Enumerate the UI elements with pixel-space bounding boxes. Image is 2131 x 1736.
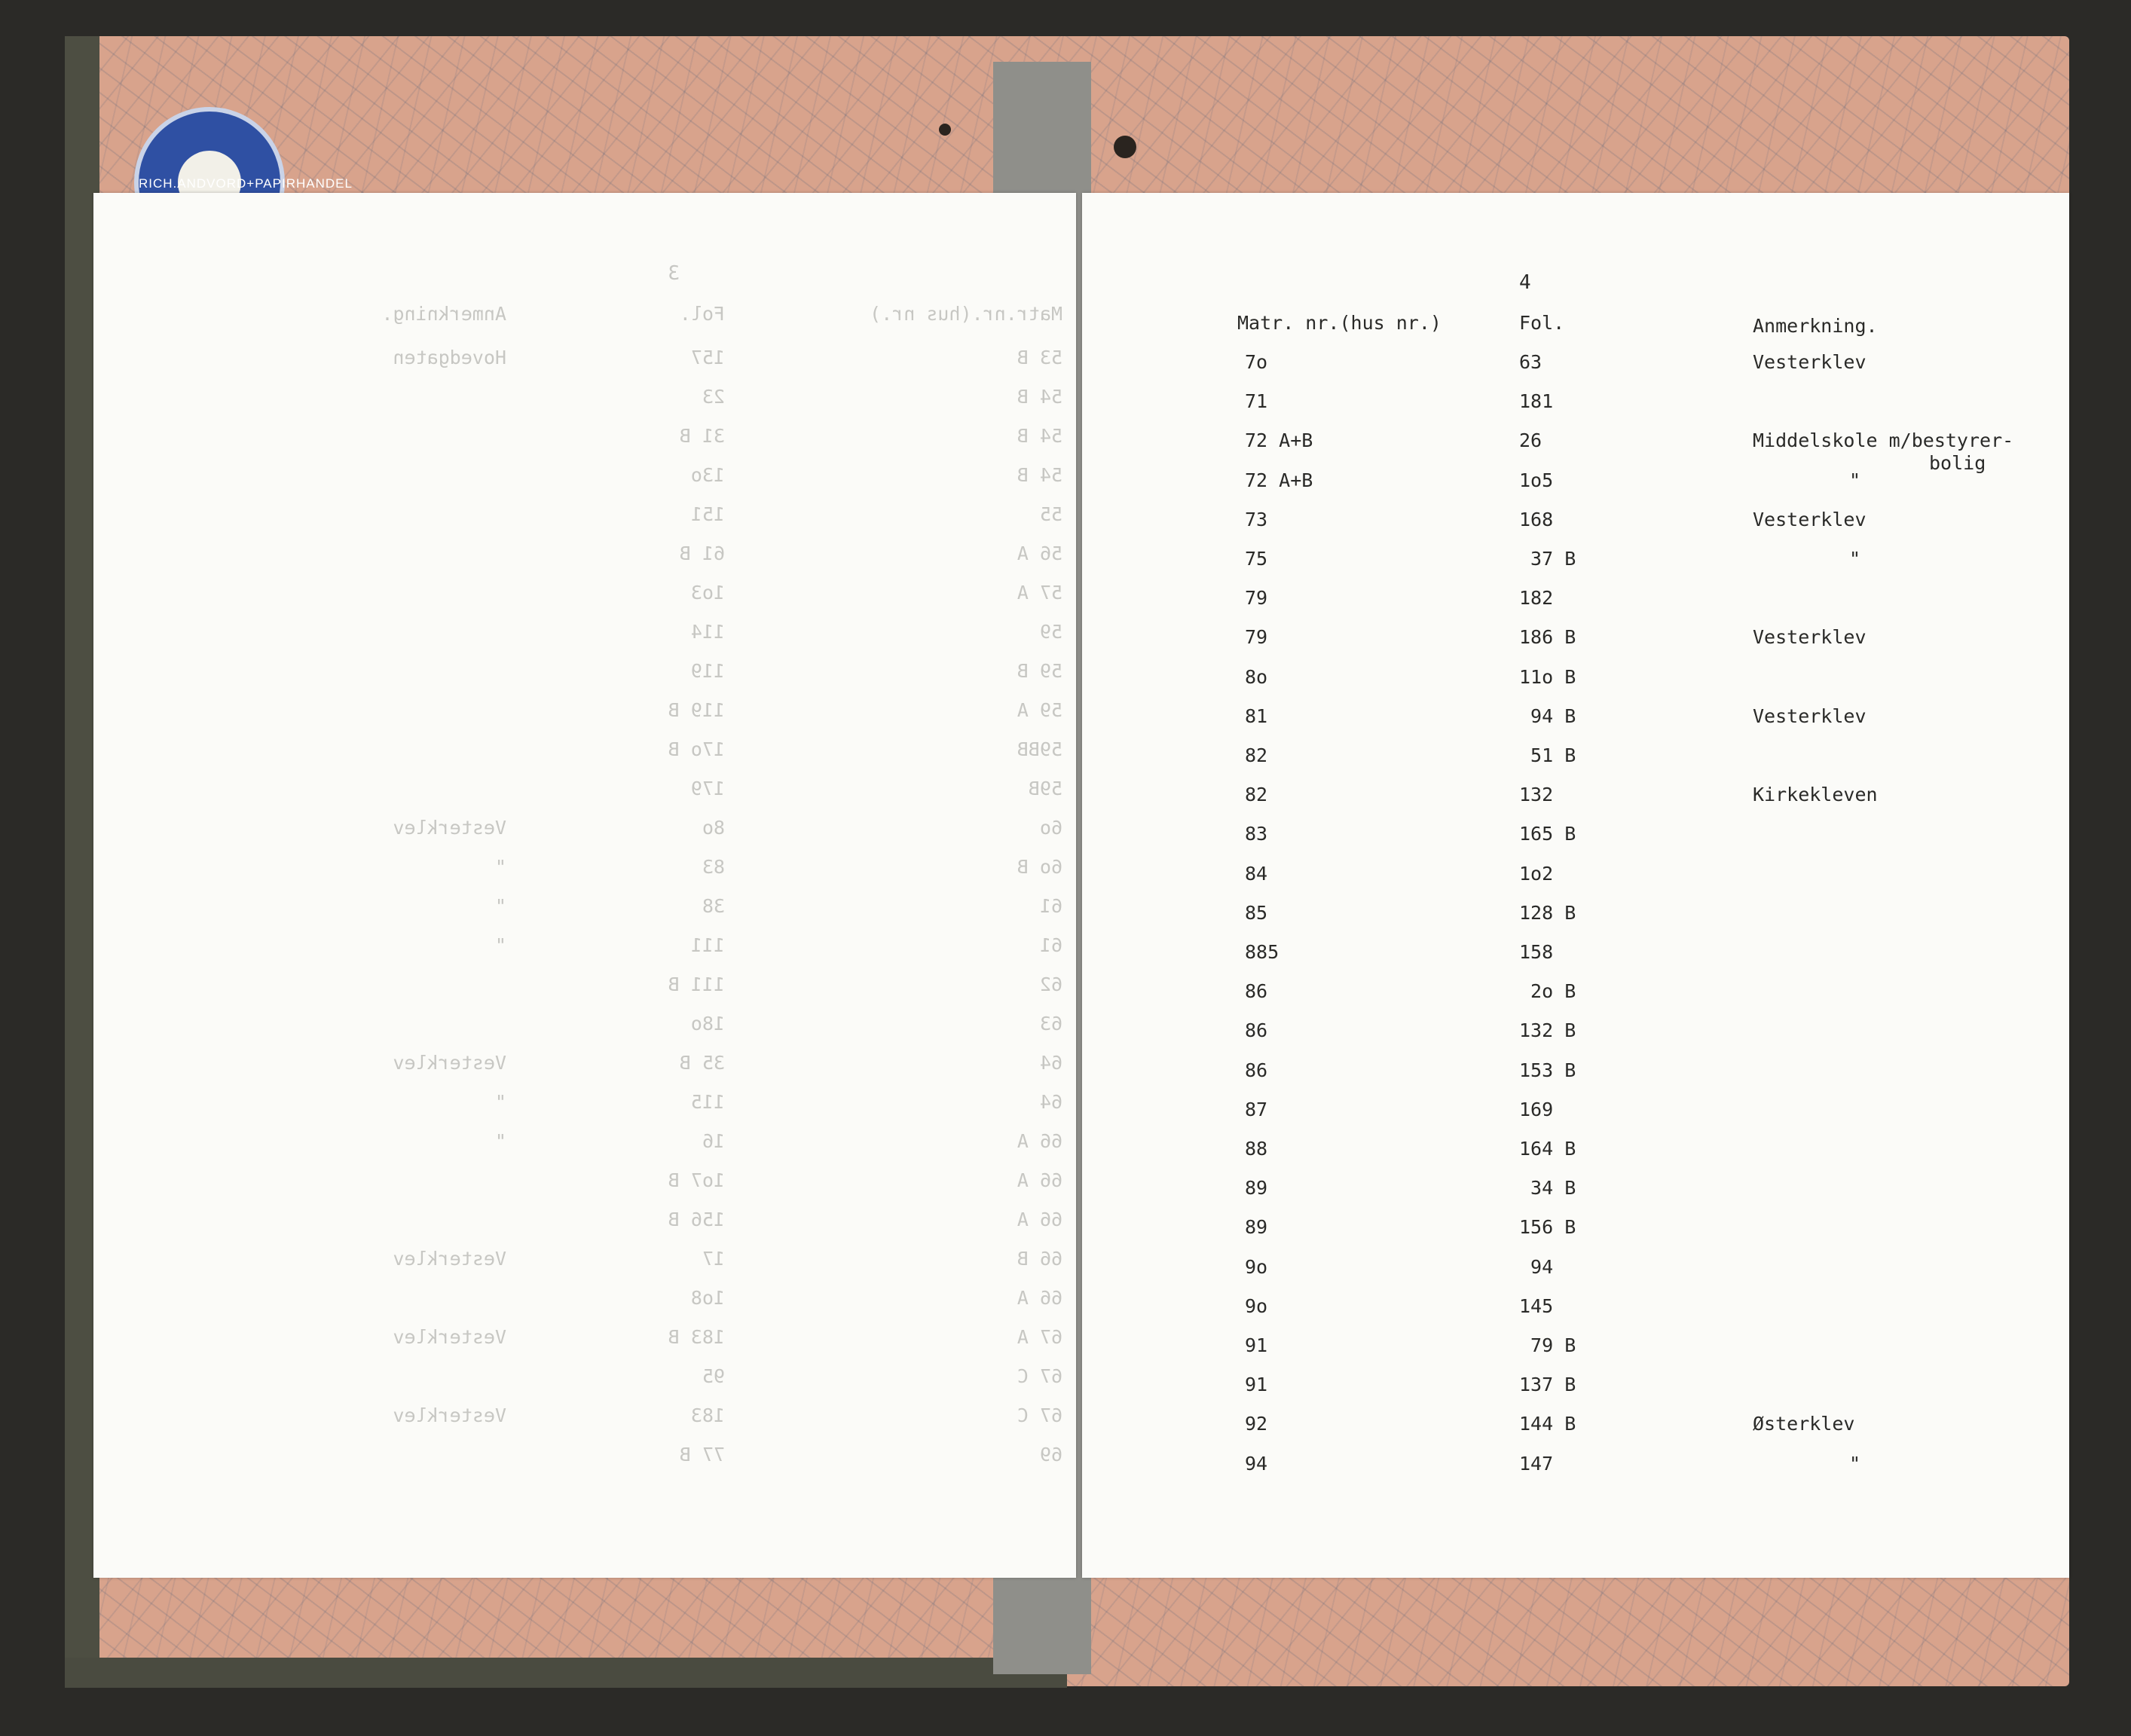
right-cell-fol: 34 B — [1519, 1177, 1576, 1200]
left-cell-fol: 111 B — [668, 973, 725, 995]
left-cell-matr: 54 B — [1017, 386, 1062, 408]
left-cell-matr: 54 B — [1017, 425, 1062, 447]
left-cell-matr: 69 — [1039, 1444, 1062, 1466]
left-cell-matr: 67 C — [1017, 1404, 1062, 1426]
left-cell-fol: 35 B — [679, 1052, 725, 1074]
right-cell-matr: 85 — [1245, 901, 1268, 924]
register-table — [1082, 193, 2069, 1578]
right-cell-fol: 169 — [1519, 1098, 1554, 1120]
left-cell-matr: 61 — [1039, 934, 1062, 956]
left-cell-anm: Vesterklev — [393, 1404, 506, 1426]
right-cell-fol: 156 B — [1519, 1216, 1576, 1239]
right-cell-fol: 1o2 — [1519, 862, 1554, 885]
left-cell-matr: 59BB — [1017, 738, 1062, 760]
right-cell-fol: 2o B — [1519, 980, 1576, 1003]
left-cell-matr: 6o — [1039, 817, 1062, 839]
left-cell-fol: 119 B — [668, 699, 725, 721]
left-cell-matr: 62 — [1039, 973, 1062, 995]
left-cell-fol: 114 — [690, 621, 725, 643]
right-cell-fol: 128 B — [1519, 901, 1576, 924]
left-header-matr: Matr.nr.(hus nr.) — [870, 303, 1062, 325]
right-header-fol: Fol. — [1519, 312, 1565, 334]
left-cell-anm: " — [494, 1130, 506, 1152]
left-cell-fol: 156 B — [668, 1209, 725, 1230]
left-cell-fol: 1o8 — [690, 1287, 725, 1309]
left-cell-matr: 66 A — [1017, 1209, 1062, 1230]
left-page — [93, 193, 1076, 1578]
right-cell-fol: 164 B — [1519, 1138, 1576, 1160]
right-header-matr: Matr. nr.(hus nr.) — [1237, 312, 1442, 334]
punch-hole-icon — [1114, 136, 1136, 158]
right-cell-fol: 147 — [1519, 1452, 1554, 1475]
right-cell-anm: Middelskole m/bestyrer- — [1753, 429, 2014, 452]
left-cell-anm: " — [494, 856, 506, 878]
left-cell-fol: 183 B — [668, 1326, 725, 1348]
left-cell-fol: 151 — [690, 503, 725, 525]
left-cell-anm: " — [494, 1091, 506, 1113]
left-cell-matr: 59 — [1039, 621, 1062, 643]
right-cell-fol: 1o5 — [1519, 469, 1554, 491]
right-cell-fol: 132 — [1519, 784, 1554, 806]
punch-hole-icon — [939, 124, 951, 136]
right-cell-fol: 11o B — [1519, 665, 1576, 688]
right-cell-fol: 168 — [1519, 508, 1554, 530]
right-cell-anm: Vesterklev — [1753, 508, 1867, 530]
left-cell-fol: 1o3 — [690, 582, 725, 604]
left-header-anm: Anmerkning. — [381, 303, 506, 325]
left-cell-matr: 59 A — [1017, 699, 1062, 721]
left-cell-fol: 38 — [702, 895, 725, 917]
right-cell-matr: 79 — [1245, 626, 1268, 649]
bleed-through-text — [93, 193, 1076, 1578]
right-cell-matr: 83 — [1245, 823, 1268, 845]
right-cell-anm: Kirkekleven — [1753, 784, 1878, 806]
right-cell-fol: 94 B — [1519, 704, 1576, 727]
left-cell-anm: Vesterklev — [393, 817, 506, 839]
right-cell-matr: 79 — [1245, 587, 1268, 610]
left-cell-fol: 13o — [690, 464, 725, 486]
left-cell-matr: 66 A — [1017, 1287, 1062, 1309]
left-cell-matr: 6o B — [1017, 856, 1062, 878]
right-cell-matr: 8o — [1245, 665, 1268, 688]
right-cell-fol: 181 — [1519, 390, 1554, 413]
left-cell-matr: 59B — [1028, 778, 1062, 799]
right-cell-matr: 73 — [1245, 508, 1268, 530]
left-cell-fol: 179 — [690, 778, 725, 799]
left-cell-fol: 23 — [702, 386, 725, 408]
left-cell-anm: Vesterklev — [393, 1326, 506, 1348]
left-cell-matr: 64 — [1039, 1091, 1062, 1113]
left-cell-fol: 111 — [690, 934, 725, 956]
left-cell-fol: 83 — [702, 856, 725, 878]
left-cell-fol: 157 — [690, 347, 725, 368]
right-cell-matr: 9o — [1245, 1255, 1268, 1278]
left-cell-matr: 67 A — [1017, 1326, 1062, 1348]
left-cell-fol: 31 B — [679, 425, 725, 447]
left-cell-fol: 18o — [690, 1013, 725, 1035]
left-cell-matr: 67 C — [1017, 1365, 1062, 1387]
left-cell-matr: 66 A — [1017, 1130, 1062, 1152]
right-cell-anm: Østerklev — [1753, 1413, 1855, 1435]
right-cell-matr: 84 — [1245, 862, 1268, 885]
right-cell-matr: 82 — [1245, 784, 1268, 806]
right-cell-matr: 92 — [1245, 1413, 1268, 1435]
right-cell-matr: 89 — [1245, 1177, 1268, 1200]
left-cell-fol: 61 B — [679, 542, 725, 564]
right-cell-fol: 132 B — [1519, 1019, 1576, 1042]
right-cell-matr: 89 — [1245, 1216, 1268, 1239]
left-cell-matr: 59 B — [1017, 660, 1062, 682]
left-cell-anm: " — [494, 895, 506, 917]
right-cell-fol: 94 — [1519, 1255, 1554, 1278]
right-cell-matr: 81 — [1245, 704, 1268, 727]
left-cell-fol: 17 — [702, 1248, 725, 1270]
right-cell-fol: 186 B — [1519, 626, 1576, 649]
right-cell-matr: 885 — [1245, 941, 1280, 963]
right-cell-fol: 137 B — [1519, 1374, 1576, 1396]
left-cell-fol: 8o — [702, 817, 725, 839]
left-cell-fol: 119 — [690, 660, 725, 682]
right-cell-fol: 158 — [1519, 941, 1554, 963]
left-cell-matr: 53 B — [1017, 347, 1062, 368]
left-cell-matr: 64 — [1039, 1052, 1062, 1074]
left-cell-matr: 63 — [1039, 1013, 1062, 1035]
right-cell-anm: " — [1849, 548, 1861, 570]
right-cell-matr: 91 — [1245, 1374, 1268, 1396]
right-cell-fol: 153 B — [1519, 1059, 1576, 1081]
right-cell-matr: 88 — [1245, 1138, 1268, 1160]
left-cell-anm: Hovedgaten — [393, 347, 506, 368]
left-cell-matr: 57 A — [1017, 582, 1062, 604]
left-cell-fol: 16 — [702, 1130, 725, 1152]
right-cell-fol: 37 B — [1519, 548, 1576, 570]
left-cell-fol: 77 B — [679, 1444, 725, 1466]
left-cell-matr: 56 A — [1017, 542, 1062, 564]
right-cell-anm: Vesterklev — [1753, 351, 1867, 373]
right-cell-matr: 71 — [1245, 390, 1268, 413]
right-cell-matr: 7o — [1245, 351, 1268, 373]
right-cell-fol: 165 B — [1519, 823, 1576, 845]
left-header-fol: Fol. — [679, 303, 725, 325]
left-page-number: 3 — [668, 262, 680, 285]
cloth-edge-bottom — [65, 1658, 1067, 1688]
right-cell-matr: 75 — [1245, 548, 1268, 570]
right-page — [1082, 193, 2069, 1578]
left-cell-anm: Vesterklev — [393, 1052, 506, 1074]
right-cell-fol: 182 — [1519, 587, 1554, 610]
left-cell-matr: 55 — [1039, 503, 1062, 525]
left-cell-fol: 1o7 B — [668, 1169, 725, 1191]
right-page-number: 4 — [1519, 271, 1531, 294]
right-cell-anm: " — [1849, 1452, 1861, 1475]
right-continuation: bolig — [1929, 452, 1986, 474]
right-cell-fol: 79 B — [1519, 1334, 1576, 1356]
seal-text: RICH.ANDVORD+PAPIRHANDEL — [139, 176, 353, 191]
right-cell-fol: 145 — [1519, 1294, 1554, 1317]
right-cell-matr: 82 — [1245, 744, 1268, 766]
left-cell-matr: 66 A — [1017, 1169, 1062, 1191]
left-cell-fol: 183 — [690, 1404, 725, 1426]
right-cell-matr: 91 — [1245, 1334, 1268, 1356]
right-cell-matr: 72 A+B — [1245, 469, 1313, 491]
left-cell-fol: 115 — [690, 1091, 725, 1113]
right-cell-anm: Vesterklev — [1753, 626, 1867, 649]
left-cell-matr: 66 B — [1017, 1248, 1062, 1270]
right-cell-anm: Vesterklev — [1753, 704, 1867, 727]
left-cell-matr: 61 — [1039, 895, 1062, 917]
left-cell-anm: Vesterklev — [393, 1248, 506, 1270]
right-cell-matr: 87 — [1245, 1098, 1268, 1120]
right-cell-fol: 51 B — [1519, 744, 1576, 766]
left-cell-fol: 95 — [702, 1365, 725, 1387]
right-header-anm: Anmerkning. — [1753, 315, 1878, 337]
right-cell-fol: 26 — [1519, 429, 1542, 452]
left-cell-anm: " — [494, 934, 506, 956]
left-cell-matr: 54 B — [1017, 464, 1062, 486]
right-cell-fol: 144 B — [1519, 1413, 1576, 1435]
right-cell-fol: 63 — [1519, 351, 1542, 373]
right-cell-matr: 86 — [1245, 1059, 1268, 1081]
right-cell-matr: 72 A+B — [1245, 429, 1313, 452]
left-cell-fol: 17o B — [668, 738, 725, 760]
right-cell-anm: " — [1849, 469, 1861, 491]
right-cell-matr: 94 — [1245, 1452, 1268, 1475]
right-cell-matr: 9o — [1245, 1294, 1268, 1317]
right-cell-matr: 86 — [1245, 980, 1268, 1003]
right-cell-matr: 86 — [1245, 1019, 1268, 1042]
